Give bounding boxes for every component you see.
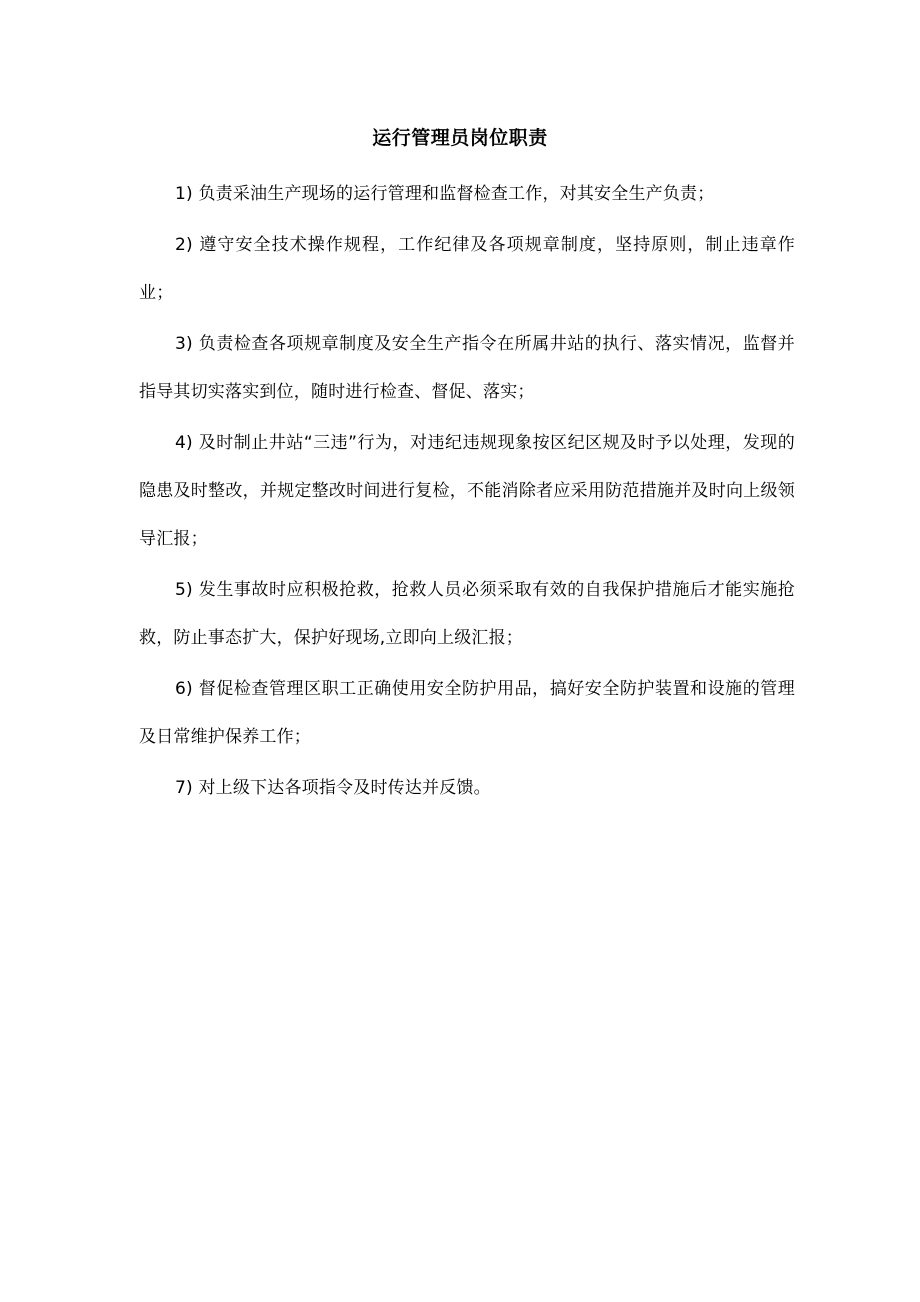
duty-item-2: 2) 遵守安全技术操作规程，工作纪律及各项规章制度，坚持原则，制止违章作业； [139,235,795,303]
duty-item-6: 6) 督促检查管理区职工正确使用安全防护用品，搞好安全防护装置和设施的管理及日常维护保养工作； [139,679,795,747]
duty-item-3: 3) 负责检查各项规章制度及安全生产指令在所属井站的执行、落实情况，监督并指导其切实落实到位，随时进行检查、督促、落实； [139,334,795,402]
duty-list [139,170,795,815]
document-title: 运行管理员岗位职责 [372,127,548,149]
duty-item-5: 5) 发生事故时应积极抢救，抢救人员必须采取有效的自我保护措施后才能实施抢救，防止事态扩大，保护好现场,立即向上级汇报； [139,580,795,648]
duty-item-4: 4) 及时制止井站“三违”行为，对违纪违规现象按区纪区规及时予以处理，发现的隐患及时整改，并规定整改时间进行复检，不能消除者应采用防范措施并及时向上级领导汇报； [139,433,795,549]
duty-item-7: 7) 对上级下达各项指令及时传达并反馈。 [175,778,491,798]
duty-item-1: 1) 负责采油生产现场的运行管理和监督检查工作，对其安全生产负责； [175,184,715,204]
